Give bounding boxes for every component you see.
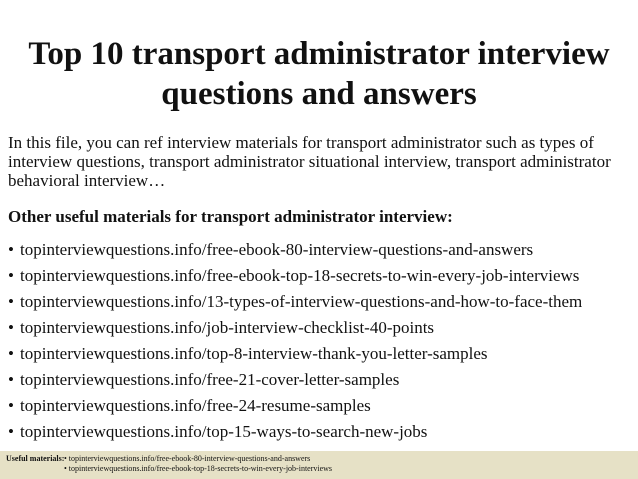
material-link[interactable]: topinterviewquestions.info/job-interview-checklist-40-points xyxy=(20,318,435,337)
footer-link[interactable]: • topinterviewquestions.info/free-ebook-80-interview-questions-and-answers xyxy=(64,454,311,463)
list-item xyxy=(8,237,636,263)
list-item xyxy=(8,289,636,315)
bullet: • xyxy=(8,344,14,363)
useful-materials-heading: Other useful materials for transport administrator interview: xyxy=(8,207,453,226)
footer-row xyxy=(6,454,638,464)
bullet: • xyxy=(8,292,14,311)
list-item xyxy=(8,341,636,367)
footer-bar xyxy=(0,451,638,479)
bullet: • xyxy=(8,318,14,337)
footer-label xyxy=(6,454,64,464)
material-link[interactable]: topinterviewquestions.info/free-ebook-top-18-secrets-to-win-every-job-interviews xyxy=(20,266,580,285)
page-title: Top 10 transport administrator interview questions and answers xyxy=(28,36,610,112)
material-link[interactable]: topinterviewquestions.info/free-ebook-80-interview-questions-and-answers xyxy=(20,240,534,259)
list-item xyxy=(8,419,636,445)
materials-list xyxy=(8,237,636,445)
bullet: • xyxy=(8,370,14,389)
bullet: • xyxy=(8,396,14,415)
list-item xyxy=(8,315,636,341)
footer-row xyxy=(6,464,638,474)
footer-label-text: Useful materials xyxy=(6,454,62,463)
material-link[interactable]: topinterviewquestions.info/free-21-cover-letter-samples xyxy=(20,370,400,389)
material-link[interactable]: topinterviewquestions.info/13-types-of-interview-questions-and-how-to-face-them xyxy=(20,292,583,311)
material-link[interactable]: topinterviewquestions.info/top-8-interview-thank-you-letter-samples xyxy=(20,344,488,363)
bullet: • xyxy=(8,422,14,441)
material-link[interactable]: topinterviewquestions.info/free-24-resume-samples xyxy=(20,396,371,415)
material-link[interactable]: topinterviewquestions.info/top-15-ways-to-search-new-jobs xyxy=(20,422,428,441)
footer-link[interactable]: • topinterviewquestions.info/free-ebook-top-18-secrets-to-win-every-job-interviews xyxy=(64,464,333,473)
list-item xyxy=(8,367,636,393)
list-item xyxy=(8,393,636,419)
footer-separator: : xyxy=(61,454,65,463)
intro-paragraph: In this file, you can ref interview materials for transport administrator such as types of interview questions, transport administrator situational interview, transport administrator behavioral interview… xyxy=(8,133,611,190)
list-item xyxy=(8,263,636,289)
bullet: • xyxy=(8,266,14,285)
bullet: • xyxy=(8,240,14,259)
